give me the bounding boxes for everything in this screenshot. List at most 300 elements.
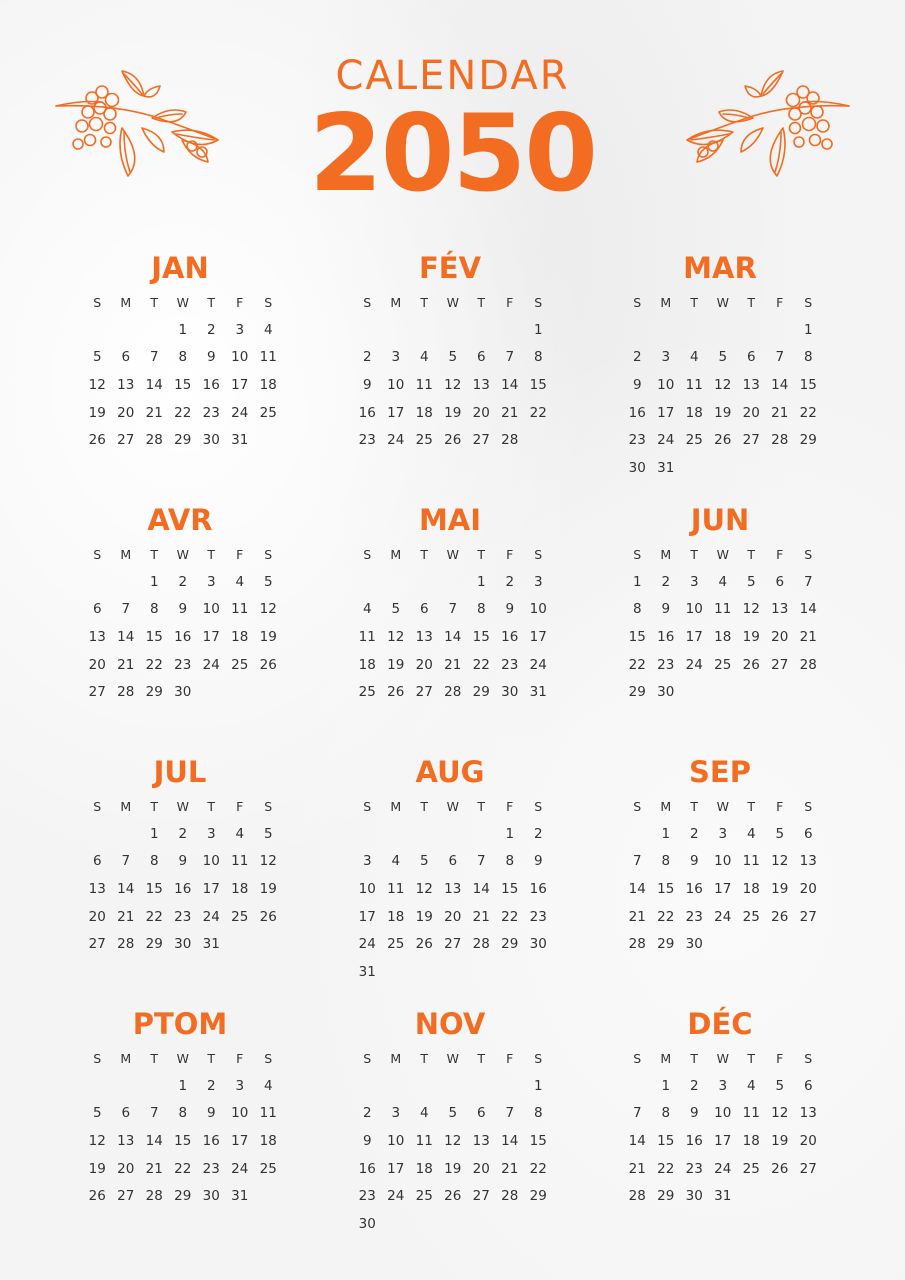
weekday-label: S [804,294,813,310]
day-cell: 31 [657,459,675,476]
day-cell: 26 [88,1188,106,1205]
day-cell: 3 [533,573,543,590]
month-block [83,752,283,958]
day-cell: 17 [714,880,732,897]
day-cell: 3 [689,573,699,590]
day-cell: 21 [145,1160,163,1177]
day-cell: 2 [632,349,642,366]
day-cell: 23 [202,1160,220,1177]
day-cell: 4 [419,1105,429,1122]
day-cell: 23 [501,656,519,673]
day-cell: 22 [501,908,519,925]
month-name: JUN [690,503,750,537]
day-cell: 18 [742,1132,760,1149]
day-cell: 15 [529,376,547,393]
day-cell: 16 [628,404,646,421]
weekday-label: S [633,1050,642,1066]
day-cell: 29 [657,936,675,953]
weekday-label: T [207,798,216,814]
day-cell: 21 [501,404,519,421]
day-cell: 17 [202,628,220,645]
day-cell: 16 [358,1160,376,1177]
weekday-label: T [477,294,486,310]
day-cell: 7 [448,601,458,618]
day-cell: 4 [391,853,401,870]
day-cell: 29 [145,684,163,701]
day-cell: 9 [178,601,188,618]
day-cell: 2 [206,1077,216,1094]
day-cell: 5 [448,349,458,366]
day-cell: 14 [628,1132,646,1149]
week-row [623,426,823,454]
day-cell: 12 [259,853,277,870]
day-cell: 9 [206,1105,216,1122]
day-cell: 23 [657,656,675,673]
day-cell: 24 [202,656,220,673]
weekday-header [353,792,553,820]
day-cell: 1 [476,573,486,590]
day-cell: 18 [358,656,376,673]
weekday-label: M [390,546,402,562]
day-cell: 11 [358,628,376,645]
week-row [623,1100,823,1128]
day-cell: 9 [689,1105,699,1122]
day-cell: 20 [444,908,462,925]
weekday-label: S [804,546,813,562]
day-cell: 28 [501,1188,519,1205]
day-cell: 29 [501,936,519,953]
week-row [83,426,283,454]
weekday-label: M [120,1050,132,1066]
weekday-label: F [776,798,784,814]
day-cell: 23 [628,432,646,449]
day-cell: 5 [718,349,728,366]
day-cell: 3 [235,321,245,338]
day-cell: 7 [632,1105,642,1122]
day-cell: 10 [685,601,703,618]
day-cell: 11 [415,376,433,393]
day-cell: 19 [88,404,106,421]
day-cell: 17 [657,404,675,421]
weekday-label: M [120,798,132,814]
day-cell: 19 [415,908,433,925]
day-cell: 14 [117,628,135,645]
day-cell: 19 [742,628,760,645]
week-row [83,399,283,427]
weekday-label: W [716,546,729,562]
day-cell: 19 [259,628,277,645]
month-name: PTOM [132,1007,228,1041]
day-cell: 6 [92,601,102,618]
day-cell: 7 [505,1105,515,1122]
day-cell: 30 [358,1215,376,1232]
weekday-header [353,288,553,316]
day-cell: 8 [505,853,515,870]
week-row [353,651,553,679]
day-cell: 14 [472,880,490,897]
weekday-label: M [390,1050,402,1066]
month-name: MAR [683,251,757,285]
weekday-label: M [390,798,402,814]
weekday-header [623,540,823,568]
weekday-header [623,792,823,820]
day-cell: 17 [202,880,220,897]
day-cell: 24 [685,656,703,673]
week-row [353,316,553,344]
weekday-label: T [477,798,486,814]
month-name: NOV [414,1007,486,1041]
weekday-label: W [716,798,729,814]
day-cell: 29 [472,684,490,701]
day-cell: 27 [117,1188,135,1205]
day-cell: 8 [178,349,188,366]
day-cell: 30 [529,936,547,953]
weekday-label: M [120,546,132,562]
weekday-header [83,540,283,568]
week-row [353,875,553,903]
day-cell: 20 [88,908,106,925]
day-cell: 10 [231,1105,249,1122]
day-cell: 4 [419,349,429,366]
weekday-label: F [236,1050,244,1066]
day-cell: 6 [803,1077,813,1094]
day-cell: 2 [689,825,699,842]
weekday-label: S [804,1050,813,1066]
day-cell: 14 [501,1132,519,1149]
day-cell: 31 [714,1188,732,1205]
day-cell: 3 [206,573,216,590]
day-cell: 13 [771,601,789,618]
day-cell: 13 [742,376,760,393]
week-row [623,875,823,903]
day-cell: 30 [174,936,192,953]
day-cell: 7 [632,853,642,870]
day-cell: 30 [657,684,675,701]
week-row [353,1127,553,1155]
day-cell: 23 [685,1160,703,1177]
day-cell: 5 [775,1077,785,1094]
day-cell: 18 [259,1132,277,1149]
day-cell: 11 [685,376,703,393]
day-cell: 8 [533,349,543,366]
day-cell: 6 [448,853,458,870]
day-cell: 11 [714,601,732,618]
day-cell: 20 [88,656,106,673]
day-cell: 1 [533,321,543,338]
day-cell: 26 [771,1160,789,1177]
week-row [353,623,553,651]
week-row [83,1182,283,1210]
day-cell: 15 [657,880,675,897]
day-cell: 24 [387,432,405,449]
day-cell: 11 [259,349,277,366]
day-cell: 25 [387,936,405,953]
day-cell: 10 [202,601,220,618]
week-row [83,1127,283,1155]
weekday-label: W [176,1050,189,1066]
week-row [623,1072,823,1100]
week-row [83,651,283,679]
day-cell: 5 [391,601,401,618]
day-cell: 28 [117,684,135,701]
week-row [623,848,823,876]
month-block [623,1004,823,1210]
weekday-label: T [690,546,699,562]
day-cell: 28 [444,684,462,701]
day-cell: 7 [803,573,813,590]
day-cell: 10 [231,349,249,366]
month-name: JAN [151,251,209,285]
day-cell: 15 [174,1132,192,1149]
day-cell: 4 [718,573,728,590]
day-cell: 27 [88,936,106,953]
day-cell: 18 [259,376,277,393]
day-cell: 15 [501,880,519,897]
weekday-label: F [236,798,244,814]
day-cell: 30 [174,684,192,701]
day-cell: 9 [362,376,372,393]
day-cell: 19 [387,656,405,673]
day-cell: 10 [387,1132,405,1149]
day-cell: 31 [231,432,249,449]
day-cell: 23 [358,432,376,449]
day-cell: 4 [263,1077,273,1094]
month-block [353,500,553,706]
week-row [353,1072,553,1100]
week-row [83,820,283,848]
day-cell: 15 [472,628,490,645]
day-cell: 29 [799,432,817,449]
weekday-header [353,1044,553,1072]
day-cell: 28 [628,1188,646,1205]
day-cell: 6 [775,573,785,590]
day-cell: 1 [178,321,188,338]
day-cell: 16 [529,880,547,897]
day-cell: 16 [174,880,192,897]
day-cell: 29 [628,684,646,701]
day-cell: 6 [419,601,429,618]
day-cell: 9 [206,349,216,366]
day-cell: 9 [533,853,543,870]
day-cell: 12 [742,601,760,618]
day-cell: 27 [472,432,490,449]
day-cell: 5 [448,1105,458,1122]
day-cell: 14 [501,376,519,393]
day-cell: 24 [358,936,376,953]
day-cell: 1 [149,825,159,842]
day-cell: 3 [391,1105,401,1122]
day-cell: 16 [358,404,376,421]
day-cell: 10 [529,601,547,618]
weekday-label: S [264,546,273,562]
weekday-label: S [534,546,543,562]
week-row [353,1210,553,1238]
day-cell: 5 [92,349,102,366]
day-cell: 6 [803,825,813,842]
weekday-label: S [93,294,102,310]
day-cell: 8 [149,853,159,870]
week-row [353,958,553,986]
day-cell: 21 [628,1160,646,1177]
day-cell: 22 [657,1160,675,1177]
weekday-label: T [747,294,756,310]
day-cell: 2 [689,1077,699,1094]
weekday-header [353,540,553,568]
day-cell: 24 [714,1160,732,1177]
weekday-label: W [446,294,459,310]
day-cell: 15 [628,628,646,645]
week-row [83,903,283,931]
week-row [83,1155,283,1183]
day-cell: 12 [415,880,433,897]
weekday-label: T [150,1050,159,1066]
day-cell: 27 [771,656,789,673]
weekday-label: T [420,1050,429,1066]
day-cell: 1 [533,1077,543,1094]
week-row [623,930,823,958]
day-cell: 22 [529,404,547,421]
day-cell: 26 [714,432,732,449]
day-cell: 17 [714,1132,732,1149]
weekday-label: M [660,1050,672,1066]
day-cell: 4 [263,321,273,338]
week-row [623,344,823,372]
weekday-header [623,1044,823,1072]
week-row [353,596,553,624]
day-cell: 25 [714,656,732,673]
weekday-label: S [363,546,372,562]
day-cell: 28 [628,936,646,953]
day-cell: 13 [799,1105,817,1122]
weekday-label: M [660,546,672,562]
day-cell: 13 [88,880,106,897]
day-cell: 28 [472,936,490,953]
day-cell: 23 [174,908,192,925]
day-cell: 20 [799,1132,817,1149]
week-row [83,316,283,344]
month-name: AUG [415,755,485,789]
day-cell: 26 [259,908,277,925]
day-cell: 21 [628,908,646,925]
day-cell: 2 [362,349,372,366]
week-row [623,399,823,427]
weekday-label: S [363,1050,372,1066]
week-row [353,344,553,372]
day-cell: 24 [202,908,220,925]
day-cell: 30 [685,936,703,953]
day-cell: 19 [771,1132,789,1149]
day-cell: 4 [689,349,699,366]
day-cell: 11 [231,853,249,870]
day-cell: 27 [799,908,817,925]
day-cell: 25 [685,432,703,449]
month-block [83,1004,283,1210]
day-cell: 5 [746,573,756,590]
day-cell: 22 [472,656,490,673]
day-cell: 16 [202,376,220,393]
day-cell: 2 [533,825,543,842]
weekday-label: F [506,294,514,310]
weekday-label: S [264,1050,273,1066]
day-cell: 20 [117,404,135,421]
weekday-label: S [93,1050,102,1066]
day-cell: 21 [472,908,490,925]
weekday-label: S [264,798,273,814]
month-block [623,248,823,482]
weekday-label: T [420,798,429,814]
day-cell: 12 [714,376,732,393]
day-cell: 3 [718,1077,728,1094]
day-cell: 24 [529,656,547,673]
day-cell: 10 [202,853,220,870]
day-cell: 13 [799,853,817,870]
day-cell: 12 [771,1105,789,1122]
week-row [623,596,823,624]
day-cell: 15 [799,376,817,393]
weekday-label: T [207,1050,216,1066]
day-cell: 6 [92,853,102,870]
week-row [353,1100,553,1128]
day-cell: 10 [387,376,405,393]
day-cell: 21 [501,1160,519,1177]
weekday-label: W [716,1050,729,1066]
day-cell: 22 [529,1160,547,1177]
week-row [83,1100,283,1128]
day-cell: 15 [529,1132,547,1149]
day-cell: 7 [476,853,486,870]
day-cell: 19 [259,880,277,897]
day-cell: 26 [88,432,106,449]
day-cell: 1 [178,1077,188,1094]
day-cell: 26 [415,936,433,953]
day-cell: 18 [387,908,405,925]
month-block [353,248,553,454]
day-cell: 19 [444,1160,462,1177]
day-cell: 8 [661,853,671,870]
day-cell: 16 [685,1132,703,1149]
day-cell: 10 [657,376,675,393]
day-cell: 9 [362,1132,372,1149]
day-cell: 12 [88,1132,106,1149]
day-cell: 26 [444,432,462,449]
weekday-label: T [477,546,486,562]
week-row [623,1182,823,1210]
day-cell: 23 [529,908,547,925]
day-cell: 22 [174,404,192,421]
weekday-label: S [93,546,102,562]
weekday-label: W [716,294,729,310]
day-cell: 1 [505,825,515,842]
month-block [353,752,553,986]
day-cell: 20 [771,628,789,645]
day-cell: 11 [231,601,249,618]
day-cell: 8 [178,1105,188,1122]
day-cell: 1 [803,321,813,338]
day-cell: 24 [714,908,732,925]
week-row [623,623,823,651]
day-cell: 21 [117,908,135,925]
day-cell: 4 [235,825,245,842]
day-cell: 9 [632,376,642,393]
day-cell: 15 [145,628,163,645]
day-cell: 20 [799,880,817,897]
day-cell: 27 [742,432,760,449]
day-cell: 8 [476,601,486,618]
day-cell: 30 [685,1188,703,1205]
day-cell: 11 [259,1105,277,1122]
weekday-label: T [207,546,216,562]
day-cell: 18 [685,404,703,421]
